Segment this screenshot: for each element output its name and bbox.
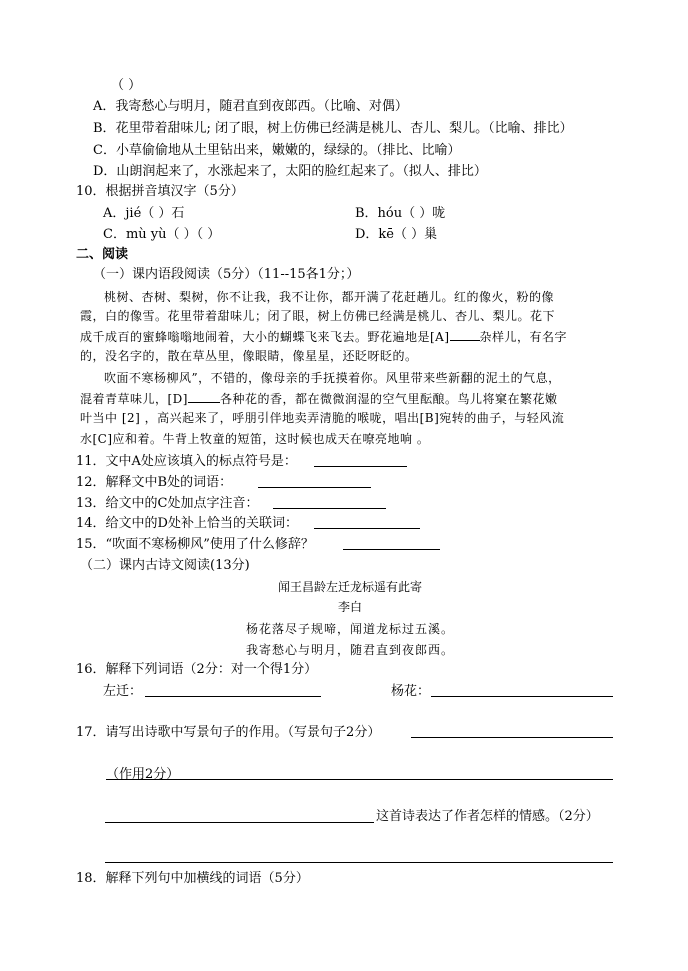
q9-option-b: B．花里带着甜味儿; 闭了眼，树上仿佛已经满是桃儿、杏儿、梨儿。（比喻、排比） xyxy=(93,121,573,136)
q10-option-b: B．hóu（ ）咙 xyxy=(355,206,446,221)
q17-effect-answer-line[interactable] xyxy=(106,779,613,780)
poem-line: 我寄愁心与明月，随君直到夜郎西。 xyxy=(245,643,454,657)
q13-answer-line[interactable] xyxy=(273,508,386,509)
q17-extra-answer-line[interactable] xyxy=(105,862,613,863)
q11-answer-line[interactable] xyxy=(314,466,407,467)
passage-text: 混着青草味儿，[D] xyxy=(80,392,188,406)
section-title-reading: 二、阅读 xyxy=(76,247,129,262)
q18-label: 18．解释下列句中加横线的词语（5分） xyxy=(76,871,309,886)
q10-title: 10．根据拼音填汉字（5分） xyxy=(76,184,244,199)
q9-option-c: C．小草偷偷地从土里钻出来，嫩嫩的，绿绿的。（排比、比喻） xyxy=(93,143,461,158)
q14-answer-line[interactable] xyxy=(314,528,420,529)
blank-d xyxy=(188,390,220,403)
q9-option-d: D．山朗润起来了，水涨起来了，太阳的脸红起来了。（拟人、排比） xyxy=(93,164,487,179)
passage-line: 水[C]应和着。牛背上牧童的短笛，这时候也成天在嘹亮地响 。 xyxy=(80,432,430,446)
part1-title: （一）课内语段阅读（5分）（11--15各1分；） xyxy=(93,267,360,282)
q13-label: 13．给文中的C处加点字注音： xyxy=(76,496,259,511)
passage-line: 吹面不寒杨柳风”，不错的，像母亲的手抚摸着你。风里带来些新翻的泥土的气息， xyxy=(104,371,561,385)
blank-a xyxy=(450,328,480,341)
poem-title: 闻王昌龄左迁龙标遥有此寄 xyxy=(277,580,422,594)
q12-answer-line[interactable] xyxy=(258,487,371,488)
passage-text: 各种花的香，都在微微润湿的空气里酝酿。鸟儿将窠在繁花嫩 xyxy=(220,392,558,406)
q15-label: 15．“吹面不寒杨柳风”使用了什么修辞？ xyxy=(76,537,314,552)
q10-option-a: A．jié（ ）石 xyxy=(103,206,185,221)
q17-answer-line[interactable] xyxy=(411,737,613,738)
q10-option-c: C．mù yù（ ）（ ） xyxy=(103,227,221,242)
q16-zuoqian-answer-line[interactable] xyxy=(145,696,321,697)
q16-label: 16．解释下列词语（2分：对一个得1分） xyxy=(76,662,318,677)
passage-line xyxy=(80,328,567,345)
passage-text: 杂样儿，有名字 xyxy=(479,330,568,344)
q17-effect-label: （作用2分） xyxy=(106,767,180,782)
passage-line xyxy=(80,390,558,407)
q9-option-a: A．我寄愁心与明月，随君直到夜郎西。（比喻、对偶） xyxy=(93,99,408,114)
passage-line: 叶当中 [2] ，高兴起来了，呼朋引伴地卖弄清脆的喉咙，唱出[B]宛转的曲子，与轻风流 xyxy=(80,411,565,425)
q16-yanghua-answer-line[interactable] xyxy=(431,696,613,697)
poem-line: 杨花落尽子规啼，闻道龙标过五溪。 xyxy=(245,622,454,636)
poem-author: 李白 xyxy=(337,600,362,614)
passage-text: 成千成百的蜜蜂嗡嗡地闹着，大小的蝴蝶飞来飞去。野花遍地是[A] xyxy=(80,330,450,344)
q11-label: 11．文中A处应该填入的标点符号是： xyxy=(76,454,297,469)
q15-answer-line[interactable] xyxy=(343,549,440,550)
passage-line: 的，没名字的，散在草丛里，像眼睛，像星星，还眨呀眨的。 xyxy=(80,349,418,363)
q9-answer-paren: （ ） xyxy=(111,78,142,93)
passage-line: 桃树、杏树、梨树，你不让我，我不让你，都开满了花赶趟儿。红的像火，粉的像 xyxy=(104,290,555,304)
q16-term-zuoqian: 左迁： xyxy=(103,684,143,699)
q10-option-d: D．kē（ ）巢 xyxy=(355,227,438,242)
part2-title: （二）课内古诗文阅读(13分) xyxy=(80,558,250,573)
q17-label: 17．请写出诗歌中写景句子的作用。（写景句子2分） xyxy=(76,725,381,740)
q17-emotion-label: 这首诗表达了作者怎样的情感。（2分） xyxy=(376,809,599,824)
q14-label: 14．给文中的D处补上恰当的关联词： xyxy=(76,516,298,531)
passage-line: 霞，白的像雪。花里带着甜味儿；闭了眼，树上仿佛已经满是桃儿、杏儿、梨儿。花下 xyxy=(80,309,556,323)
q17-emotion-answer-line[interactable] xyxy=(105,822,374,823)
q16-term-yanghua: 杨花： xyxy=(391,684,431,699)
q12-label: 12．解释文中B处的词语： xyxy=(76,475,233,490)
